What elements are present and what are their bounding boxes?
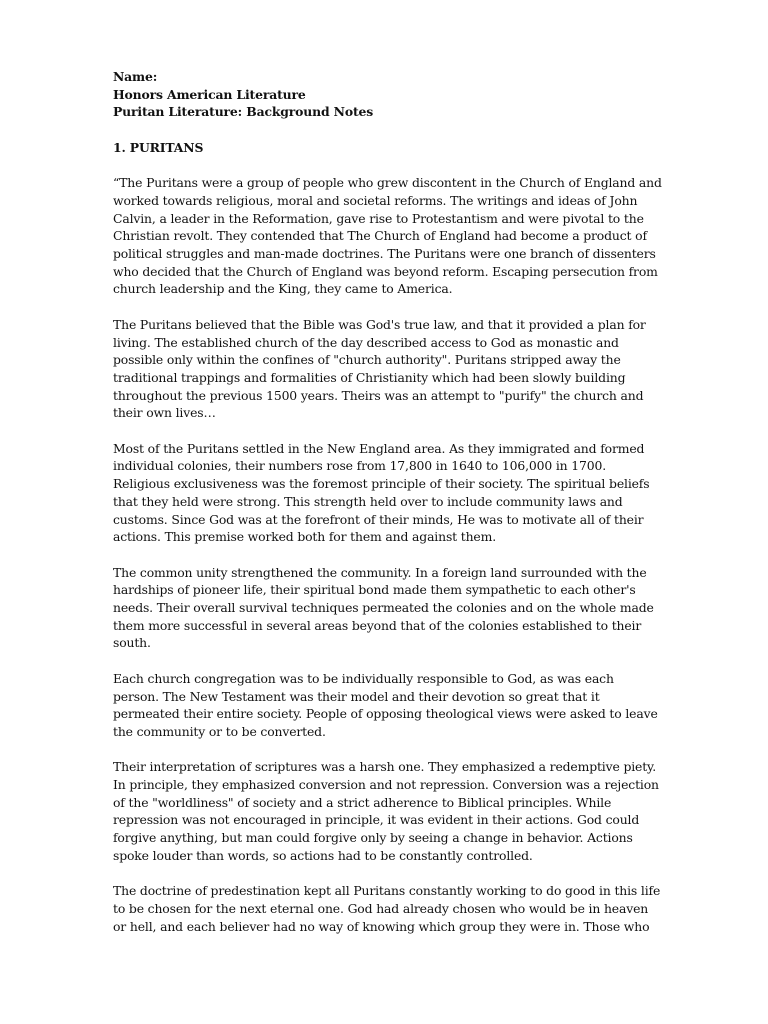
- course-title: Honors American Literature: [113, 86, 306, 102]
- name-label: Name:: [113, 69, 158, 84]
- paragraph: The doctrine of predestination kept all Puritans constantly working to do good in this life to be chosen for the next eternal one. God had already chosen who would be in heaven or hell, and each believer had no way of knowing which group they were in. Those who: [113, 883, 661, 934]
- paragraph: The common unity strengthened the community. In a foreign land surrounded with the hardships of pioneer life, their spiritual bond made them sympathetic to each other's needs. Their overall survival techniques permeated the colonies and on the whole made them more successful in several areas beyond that of the colonies established to their south.: [113, 564, 654, 651]
- section-heading: 1. PURITANS: [113, 139, 204, 155]
- paragraph: Each church congregation was to be individually responsible to God, as was each person. The New Testament was their model and their devotion so great that it permeated their entire society. People of opposing theological views were asked to leave the community or to be converted.: [113, 670, 658, 739]
- paragraph: “The Puritans were a group of people who grew discontent in the Church of England and worked towards religious, moral and societal reforms. The writings and ideas of John Calvin, a leader in the Reformation, gave rise to Protestantism and were pivotal to the Christian revolt. They contended that The Church of England had become a product of political struggles and man-made doctrines. The Puritans were one branch of dissenters who decided that the Church of England was beyond reform. Escaping persecution from church leadership and the King, they came to America.: [113, 175, 662, 297]
- document-title: Puritan Literature: Background Notes: [113, 104, 374, 120]
- paragraph: Most of the Puritans settled in the New England area. As they immigrated and formed individual colonies, their numbers rose from 17,800 in 1640 to 106,000 in 1700. Religious exclusiveness was the foremost principle of their society. The spiritual beliefs that they held were strong. This strength held over to include community laws and customs. Since God was at the forefront of their minds, He was to motivate all of their actions. This premise worked both for them and against them.: [113, 440, 650, 545]
- document-body: [113, 68, 663, 935]
- paragraph: The Puritans believed that the Bible was God's true law, and that it provided a plan for living. The established church of the day described access to God as monastic and possible only within the confines of "church authority". Puritans stripped away the traditional trappings and formalities of Christianity which had been slowly building throughout the previous 1500 years. Theirs was an attempt to "purify" the church and their own lives…: [113, 316, 646, 421]
- paragraph: Their interpretation of scriptures was a harsh one. They emphasized a redemptive piety. In principle, they emphasized conversion and not repression. Conversion was a rejection of the "worldliness" of society and a strict adherence to Biblical principles. While repression was not encouraged in principle, it was evident in their actions. God could forgive anything, but man could forgive only by seeing a change in behavior. Actions spoke louder than words, so actions had to be constantly controlled.: [113, 759, 659, 863]
